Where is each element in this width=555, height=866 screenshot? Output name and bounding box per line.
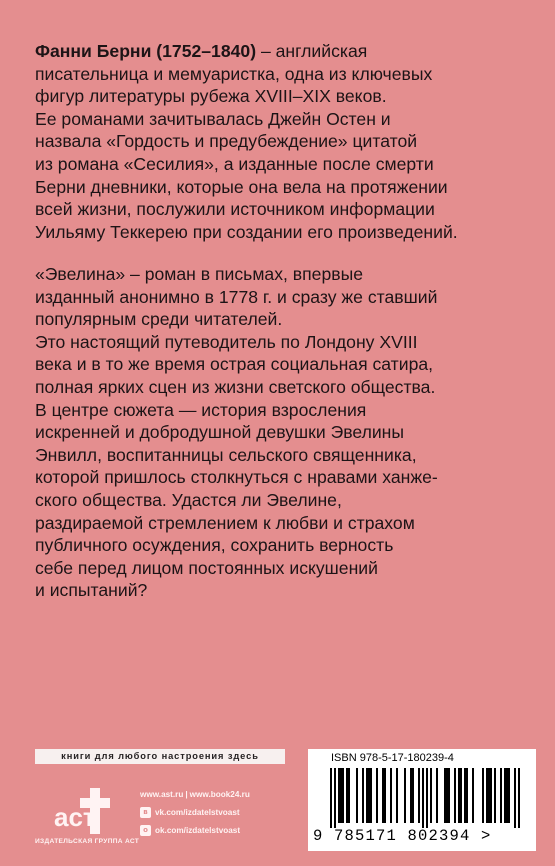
annotation-line: ского общества. Удастся ли Эвелине, (35, 489, 342, 510)
logo-text: аст (54, 802, 96, 832)
author-bio-line: Берни дневники, которые она вела на протяжении (35, 176, 448, 197)
barcode-bar (390, 768, 392, 823)
barcode-bar (384, 768, 386, 823)
link-separator: | (185, 789, 188, 799)
author-bio-line: назвала «Гордость и предубеждение» цитатой (35, 131, 418, 152)
annotation-line: себе перед лицом постоянных искушений (35, 557, 378, 578)
tagline: книги для любого настроения здесь (61, 751, 259, 761)
barcode-bar (460, 768, 462, 823)
annotation-line: публичного осуждения, сохранить верность (35, 535, 394, 556)
website-row (140, 785, 250, 803)
barcode-bar (466, 768, 468, 823)
author-bio-line-1 (35, 40, 535, 63)
annotation-line: века и в то же время острая социальная сатира, (35, 354, 434, 375)
barcode-bar (366, 768, 368, 823)
author-bio-line: фигур литературы рубежа XVIII–XIX веков. (35, 86, 387, 107)
annotation-line: раздираемой стремлением к любви и страхом (35, 512, 415, 533)
barcode-panel (308, 749, 536, 851)
barcode-bar (486, 768, 488, 823)
barcode-bar (368, 768, 370, 823)
barcode-bar (346, 768, 348, 823)
author-bio-text: – английская (256, 41, 368, 61)
barcode-bar (436, 768, 438, 823)
barcode-bar (454, 768, 456, 823)
vk-link[interactable]: vk.com/izdatelstvoast (155, 807, 240, 817)
book-annotation (35, 263, 535, 602)
barcode-bar (518, 768, 520, 828)
author-bio-line: из романа «Сесилия», а изданные после смерти (35, 153, 434, 174)
barcode-bar (382, 768, 384, 823)
barcode-bar (340, 768, 342, 823)
annotation-line: изданный анонимно в 1778 г. и сразу же ставший (35, 286, 438, 307)
publisher-label: ИЗДАТЕЛЬСКАЯ ГРУППА АСТ (35, 838, 140, 845)
annotation-line: Это настоящий путеводитель по Лондону XVIII (35, 331, 418, 352)
barcode-bar (370, 768, 372, 823)
isbn-label: ISBN 978-5-17-180239-4 (331, 752, 454, 764)
website-link-ast[interactable]: www.ast.ru (140, 789, 184, 799)
annotation-line: популярным среди читателей. (35, 309, 283, 330)
barcode-bar (448, 768, 450, 823)
barcode (324, 768, 524, 828)
barcode-bar (348, 768, 350, 823)
ean-digits: 9 785171 802394 > (313, 827, 492, 845)
ast-logo (40, 784, 118, 846)
ok-icon: о (140, 825, 151, 836)
annotation-line: и испытаний? (35, 580, 148, 601)
barcode-bar (472, 768, 474, 823)
barcode-bar (362, 768, 364, 823)
barcode-bar (500, 768, 502, 823)
author-bio-line: Уильяму Теккерею при создании его произведений. (35, 221, 458, 242)
author-bio-line: писательница и мемуаристка, одна из ключевых (35, 63, 433, 84)
barcode-bar (444, 768, 446, 823)
barcode-bar (418, 768, 420, 823)
barcode-bar (488, 768, 490, 823)
barcode-bar (458, 768, 460, 823)
barcode-bar (446, 768, 448, 823)
vk-icon: в (140, 807, 151, 818)
barcode-bar (396, 768, 398, 823)
annotation-line: «Эвелина» – роман в письмах, впервые (35, 264, 364, 284)
barcode-bar (490, 768, 492, 823)
barcode-bar (430, 768, 432, 823)
author-bio (35, 40, 535, 243)
barcode-bar (482, 768, 484, 823)
barcode-bar (422, 768, 424, 828)
author-bio-line: всей жизни, послужили источником информации (35, 199, 435, 220)
barcode-bar (404, 768, 406, 823)
barcode-bar (464, 768, 466, 823)
barcode-bar (506, 768, 508, 823)
barcode-bar (412, 768, 414, 823)
barcode-bar (504, 768, 506, 823)
ok-link[interactable]: ok.com/izdatelstvoast (155, 825, 241, 835)
publisher-links (140, 785, 250, 839)
website-link-book24[interactable]: www.book24.ru (189, 789, 250, 799)
barcode-bar (338, 768, 340, 823)
barcode-bar (508, 768, 510, 823)
barcode-bar (342, 768, 344, 823)
annotation-line: В центре сюжета — история взросления (35, 399, 367, 420)
annotation-line: полная ярких сцен из жизни светского общества. (35, 376, 436, 397)
barcode-bar (410, 768, 412, 823)
barcode-bar (376, 768, 378, 823)
author-name: Фанни Берни (1752–1840) (35, 41, 257, 61)
annotation-line: Энвилл, воспитанницы сельского священника, (35, 444, 417, 465)
barcode-bar (494, 768, 496, 823)
barcode-bar (514, 768, 516, 828)
annotation-line: которой пришлось столкнуться с нравами ханже- (35, 467, 438, 488)
annotation-line: искренней и добродушной девушки Эвелины (35, 422, 405, 443)
ast-logo-mark (40, 784, 118, 846)
ok-row (140, 821, 250, 839)
author-bio-line: Ее романами зачитывалась Джейн Остен и (35, 108, 391, 129)
vk-row (140, 803, 250, 821)
barcode-bar (356, 768, 358, 823)
barcode-bar (334, 768, 336, 828)
barcode-bar (330, 768, 332, 828)
barcode-bar (426, 768, 428, 828)
